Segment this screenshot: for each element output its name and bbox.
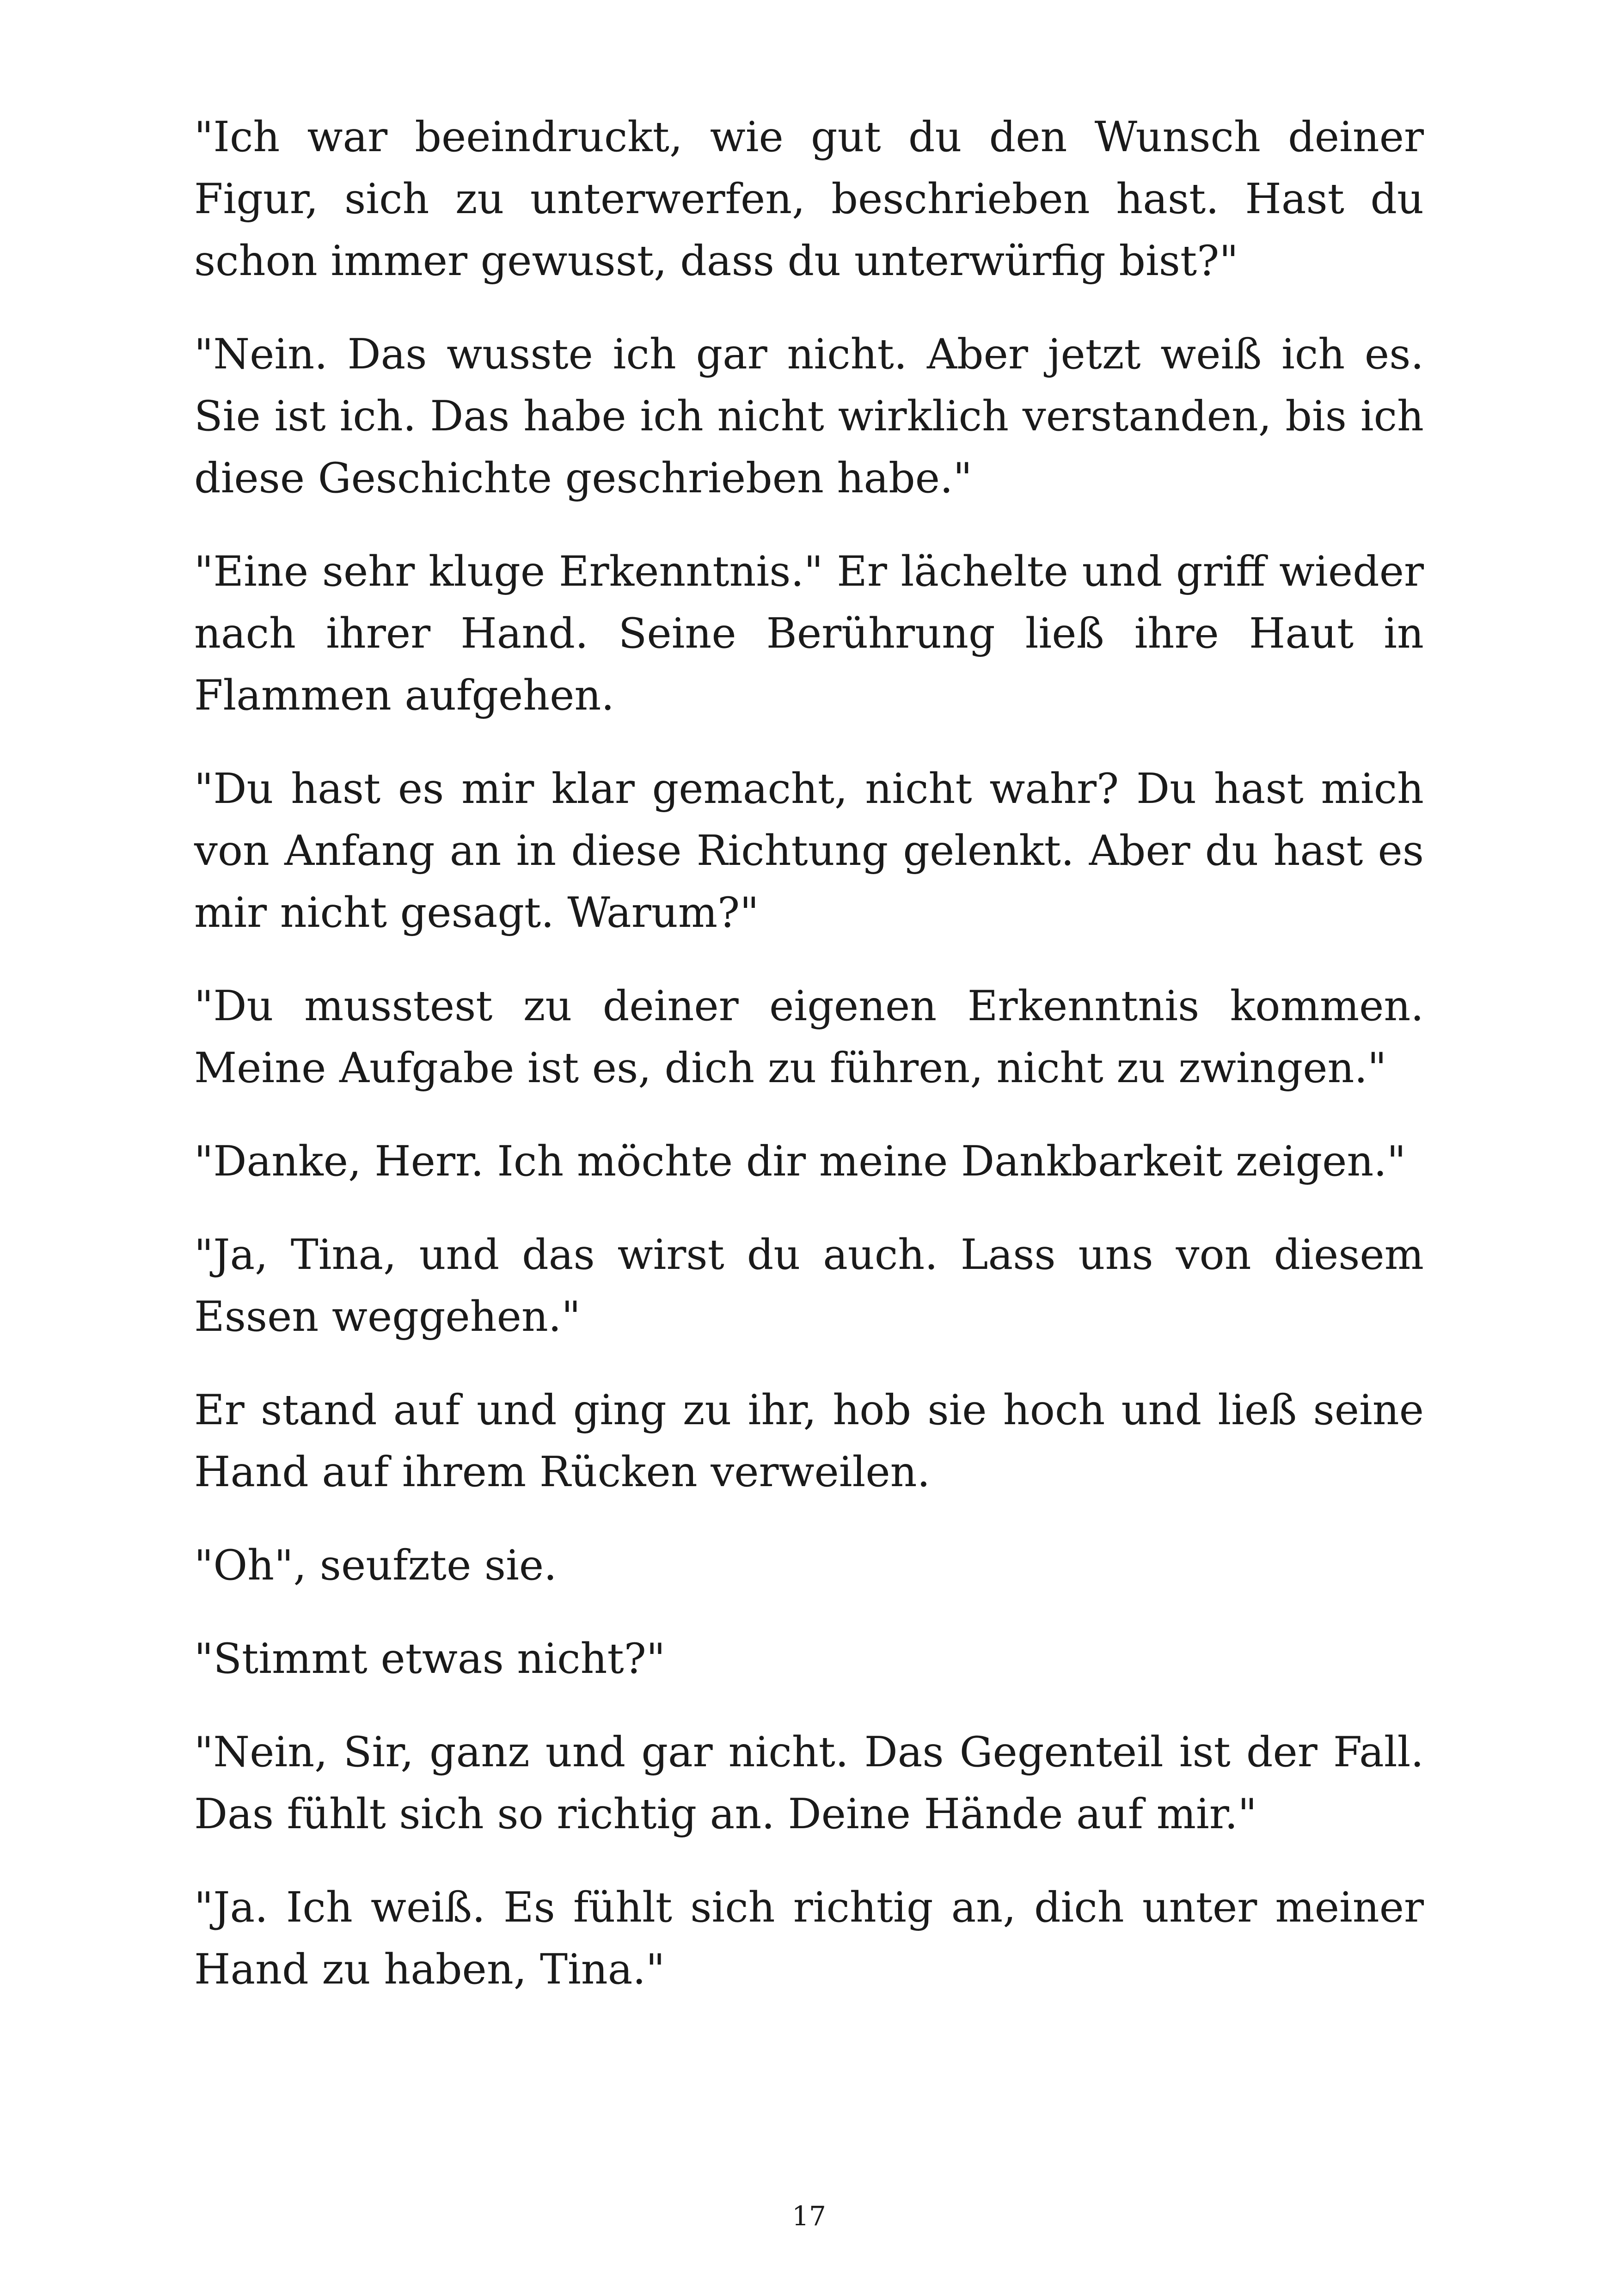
page-number: 17 [792, 2200, 826, 2232]
paragraph: "Du hast es mir klar gemacht, nicht wahr? Du hast mich von Anfang an in diese Richtung gelenkt. Aber du hast es mir nicht gesagt. Warum?" [194, 765, 1424, 937]
body-text [194, 106, 1424, 2032]
paragraph: "Oh", seufzte sie. [194, 1541, 557, 1590]
paragraph: "Stimmt etwas nicht?" [194, 1635, 666, 1683]
paragraph: "Eine sehr kluge Erkenntnis." Er lächelte und griff wieder nach ihrer Hand. Seine Berührung ließ ihre Haut in Flammen aufgehen. [194, 547, 1424, 720]
paragraph: "Danke, Herr. Ich möchte dir meine Dankbarkeit zeigen." [194, 1137, 1406, 1186]
paragraph: "Ja. Ich weiß. Es fühlt sich richtig an, dich unter meiner Hand zu haben, Tina." [194, 1883, 1424, 1994]
paragraph: "Nein. Das wusste ich gar nicht. Aber jetzt weiß ich es. Sie ist ich. Das habe ich nicht wirklich verstanden, bis ich diese Geschichte geschrieben habe." [194, 330, 1424, 502]
paragraph: "Nein, Sir, ganz und gar nicht. Das Gegenteil ist der Fall. Das fühlt sich so richtig an. Deine Hände auf mir." [194, 1728, 1424, 1838]
paragraph: "Ich war beeindruckt, wie gut du den Wunsch deiner Figur, sich zu unterwerfen, beschrieben hast. Hast du schon immer gewusst, dass du unterwürfig bist?" [194, 113, 1424, 285]
paragraph: "Ja, Tina, und das wirst du auch. Lass uns von diesem Essen weggehen." [194, 1231, 1424, 1341]
paragraph: Er stand auf und ging zu ihr, hob sie hoch und ließ seine Hand auf ihrem Rücken verweilen. [194, 1386, 1424, 1496]
paragraph: "Du musstest zu deiner eigenen Erkenntnis kommen. Meine Aufgabe ist es, dich zu führen, nicht zu zwingen." [194, 982, 1424, 1092]
